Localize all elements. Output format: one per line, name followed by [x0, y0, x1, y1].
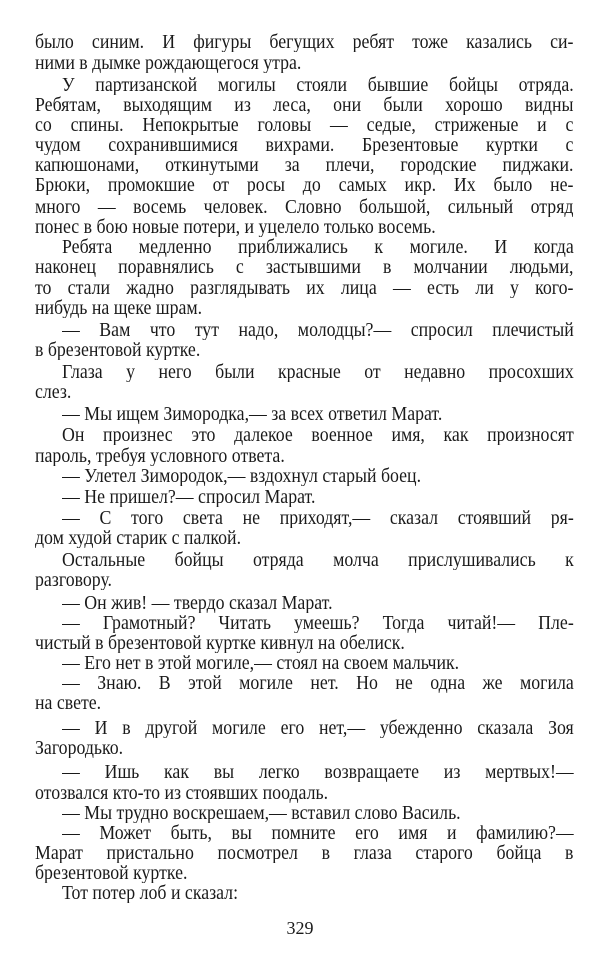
page-number: 329 [286, 918, 314, 938]
text-line: — Не пришел?— спросил Марат. [62, 487, 316, 507]
text-line: — Знаю. В этой могиле нет. Но не одна же могила [62, 673, 574, 693]
text-line: разговору. [35, 570, 113, 590]
text-line: — Мы ищем Зимородка,— за всех ответил Марат. [62, 404, 443, 424]
text-line: чудом сохранившимися вихрами. Брезентовые куртки с [35, 135, 574, 155]
text-line: — Может быть, вы помните его имя и фамилию?— [62, 823, 574, 843]
text-line: — Улетел Зимородок,— вздохнул старый боец. [62, 466, 422, 486]
text-line: — Мы трудно воскрешаем,— вставил слово Василь. [62, 803, 461, 823]
text-line: Марат пристально посмотрел в глаза старого бойца в [35, 843, 574, 863]
text-line: нибудь на щеке шрам. [35, 298, 203, 318]
text-line: Тот потер лоб и сказал: [62, 883, 239, 903]
text-line: — Ишь как вы легко возвращаете из мертвых!— [62, 762, 574, 782]
text-line: Глаза у него были красные от недавно просохших [62, 362, 574, 382]
text-line: пароль, требуя условного ответа. [35, 446, 285, 466]
text-line: понес в бою новые потери, и уцелело только восемь. [35, 217, 436, 237]
text-line: — Он жив! — твердо сказал Марат. [62, 593, 333, 613]
text-line: ними в дымке рождающегося утра. [35, 53, 302, 73]
text-line: дом худой старик с палкой. [35, 528, 242, 548]
text-line: У партизанской могилы стояли бывшие бойцы отряда. [62, 75, 574, 95]
text-line: на свете. [35, 693, 102, 713]
text-line: было синим. И фигуры бегущих ребят тоже казались си- [35, 32, 574, 52]
text-line: то стали жадно разглядывать их лица — есть ли у кого- [35, 278, 574, 298]
text-line: Брюки, промокшие от росы до самых икр. Их было не- [35, 175, 574, 195]
text-line: Ребятам, выходящим из леса, они были хорошо видны [35, 95, 574, 115]
text-line: — Грамотный? Читать умеешь? Тогда читай!— Пле- [62, 613, 574, 633]
text-line: слез. [35, 382, 72, 402]
text-line: со спины. Непокрытые головы — седые, стриженые и с [35, 115, 574, 135]
text-line: в брезентовой куртке. [35, 340, 201, 360]
text-line: Он произнес это далекое военное имя, как произносят [62, 425, 574, 445]
text-line: капюшонами, откинутыми за плечи, городские пиджаки. [35, 155, 574, 175]
text-line: — С того света не приходят,— сказал стоявший ря- [62, 508, 574, 528]
text-line: Остальные бойцы отряда молча прислушивались к [62, 550, 574, 570]
text-line: брезентовой куртке. [35, 863, 188, 883]
text-line: — Его нет в этой могиле,— стоял на своем мальчик. [62, 653, 460, 673]
text-line: отозвался кто-то из стоявших поодаль. [35, 783, 329, 803]
text-line: много — восемь человек. Словно большой, сильный отряд [35, 197, 574, 217]
text-line: — И в другой могиле его нет,— убежденно сказала Зоя [62, 718, 574, 738]
text-line: — Вам что тут надо, молодцы?— спросил плечистый [62, 320, 574, 340]
text-line: Загородько. [35, 738, 124, 758]
text-line: наконец поравнялись с застывшими в молчании людьми, [35, 257, 574, 277]
text-line: чистый в брезентовой куртке кивнул на обелиск. [35, 633, 405, 653]
text-line: Ребята медленно приближались к могиле. И когда [62, 237, 574, 257]
